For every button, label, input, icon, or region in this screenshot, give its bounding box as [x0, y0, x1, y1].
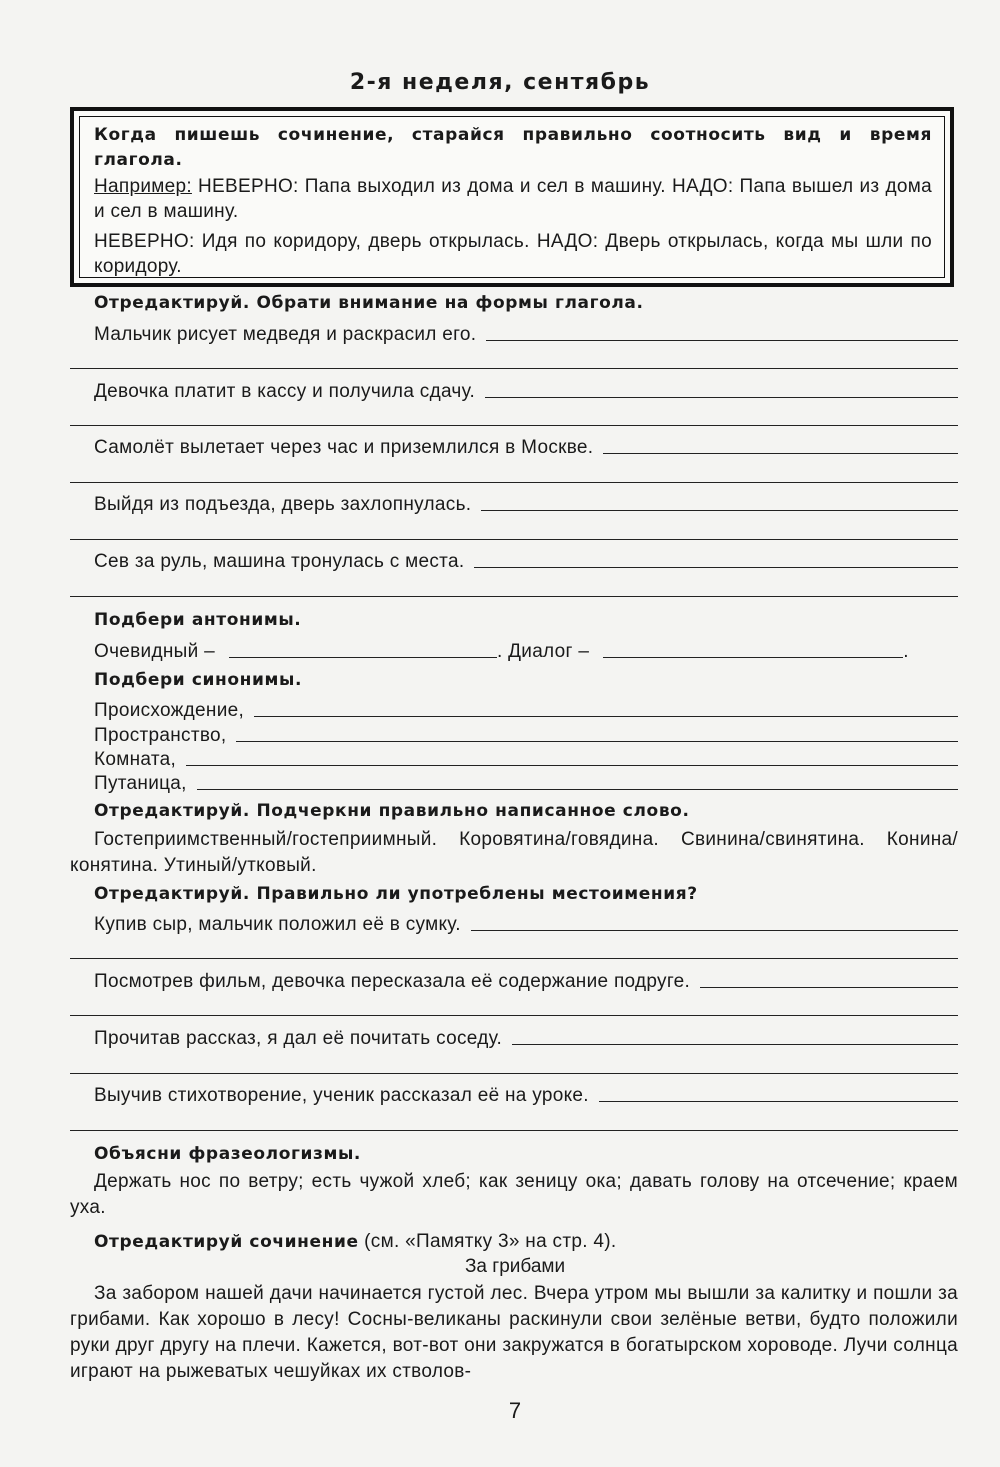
answer-line[interactable]	[485, 396, 958, 398]
task1-item-4-text: Выйдя из подъезда, дверь захлопнулась.	[94, 494, 472, 515]
task6-heading: Объясни фразеологизмы.	[94, 1144, 361, 1164]
answer-line[interactable]	[70, 1073, 958, 1074]
answer-line[interactable]	[481, 509, 958, 511]
task5-item-3-text: Прочитав рассказ, я дал её почитать соседу.	[94, 1028, 503, 1049]
synonym-item-2[interactable]	[94, 721, 958, 747]
example-1-text: НЕВЕРНО: Папа выходил из дома и сел в машину. НАДО: Папа вышел из дома и сел в машину.	[94, 176, 932, 222]
answer-line[interactable]	[197, 788, 958, 790]
task1-heading: Отредактируй. Обрати внимание на формы глагола.	[94, 293, 644, 313]
task7-heading: Отредактируй сочинение	[94, 1232, 359, 1252]
answer-line[interactable]	[474, 566, 958, 568]
answer-line[interactable]	[236, 740, 958, 742]
antonym-answer-1[interactable]	[229, 656, 497, 658]
rule-heading: Когда пишешь сочинение, старайся правильно соотносить вид и время глагола.	[94, 125, 932, 170]
answer-line[interactable]	[599, 1100, 958, 1102]
essay-text: За забором нашей дачи начинается густой лес. Вчера утром мы вышли за калитку и пошли за грибами. Как хорошо в лесу! Сосны-великаны раскинули свои зелёные ветви, будто положили руки друг другу на плечи. Кажется, вот-вот они закружатся в богатырском хороводе. Лучи солнца играют на рыжеватых чешуйках их стволов-	[70, 1283, 958, 1382]
antonym-word-1: Очевидный –	[94, 641, 215, 662]
rule-example-2: НЕВЕРНО: Идя по коридору, дверь открылась. НАДО: Дверь открылась, когда мы шли по коридору.	[94, 231, 932, 277]
task1-item-1-text: Мальчик рисует медведя и раскрасил его.	[94, 324, 477, 345]
task5-item-3[interactable]	[94, 1024, 958, 1050]
antonym-sep: . Диалог –	[496, 641, 590, 662]
antonym-answer-2[interactable]	[603, 656, 903, 658]
task4-text: Гостеприимственный/гостеприимный. Коровятина/говядина. Свинина/свинятина. Конина/конятина. Утиный/утковый.	[70, 829, 958, 876]
task1-item-5-text: Сев за руль, машина тронулась с места.	[94, 551, 465, 572]
antonym-row	[94, 637, 909, 663]
task7-reference: (см. «Памятку 3» на стр. 4).	[358, 1231, 617, 1252]
task5-item-4-text: Выучив стихотворение, ученик рассказал её на уроке.	[94, 1085, 589, 1106]
answer-line[interactable]	[603, 452, 958, 454]
page-title: 2-я неделя, сентябрь	[349, 70, 651, 95]
answer-line[interactable]	[70, 425, 958, 426]
task1-item-3-text: Самолёт вылетает через час и приземлился в Москве.	[94, 437, 594, 458]
task5-item-1-text: Купив сыр, мальчик положил её в сумку.	[94, 914, 461, 935]
rule-example-1	[94, 174, 932, 224]
synonym-word-4: Путаница,	[94, 773, 187, 794]
page-number: 7	[508, 1398, 522, 1423]
task7-heading-row	[94, 1231, 616, 1253]
rule-box-inner	[79, 116, 945, 278]
task1-item-2[interactable]	[94, 377, 958, 403]
synonym-word-1: Происхождение,	[94, 700, 245, 721]
answer-line[interactable]	[186, 764, 958, 766]
answer-line[interactable]	[70, 1130, 958, 1131]
synonym-item-3[interactable]	[94, 745, 958, 771]
task5-item-4[interactable]	[94, 1081, 958, 1107]
answer-line[interactable]	[471, 929, 958, 931]
synonym-word-3: Комната,	[94, 749, 177, 770]
task1-item-3[interactable]	[94, 433, 958, 459]
task3-heading: Подбери синонимы.	[94, 670, 303, 690]
synonym-item-1[interactable]	[94, 696, 958, 722]
task5-item-2[interactable]	[94, 967, 958, 993]
task2-heading: Подбери антонимы.	[94, 610, 302, 630]
essay-title: За грибами	[464, 1256, 566, 1277]
synonym-item-4[interactable]	[94, 769, 958, 795]
answer-line[interactable]	[512, 1043, 958, 1045]
task1-item-1[interactable]	[94, 320, 958, 346]
answer-line[interactable]	[700, 986, 958, 988]
rule-box	[70, 107, 954, 287]
task5-item-1[interactable]	[94, 910, 958, 936]
answer-line[interactable]	[70, 596, 958, 597]
task6-text: Держать нос по ветру; есть чужой хлеб; как зеницу ока; давать голову на отсечение; краем уха.	[70, 1171, 958, 1218]
antonym-end: .	[903, 641, 909, 662]
task1-item-4[interactable]	[94, 490, 958, 516]
task5-item-2-text: Посмотрев фильм, девочка пересказала её содержание подруге.	[94, 971, 691, 992]
answer-line[interactable]	[70, 482, 958, 483]
answer-line[interactable]	[70, 958, 958, 959]
task1-item-2-text: Девочка платит в кассу и получила сдачу.	[94, 381, 476, 402]
answer-line[interactable]	[254, 715, 958, 717]
answer-line[interactable]	[70, 368, 958, 369]
task4-heading: Отредактируй. Подчеркни правильно написанное слово.	[94, 801, 690, 821]
synonym-word-2: Пространство,	[94, 725, 227, 746]
task5-heading: Отредактируй. Правильно ли употреблены местоимения?	[94, 884, 698, 904]
example-label: Например:	[94, 176, 192, 197]
answer-line[interactable]	[70, 539, 958, 540]
task1-item-5[interactable]	[94, 547, 958, 573]
answer-line[interactable]	[70, 1015, 958, 1016]
answer-line[interactable]	[486, 339, 958, 341]
